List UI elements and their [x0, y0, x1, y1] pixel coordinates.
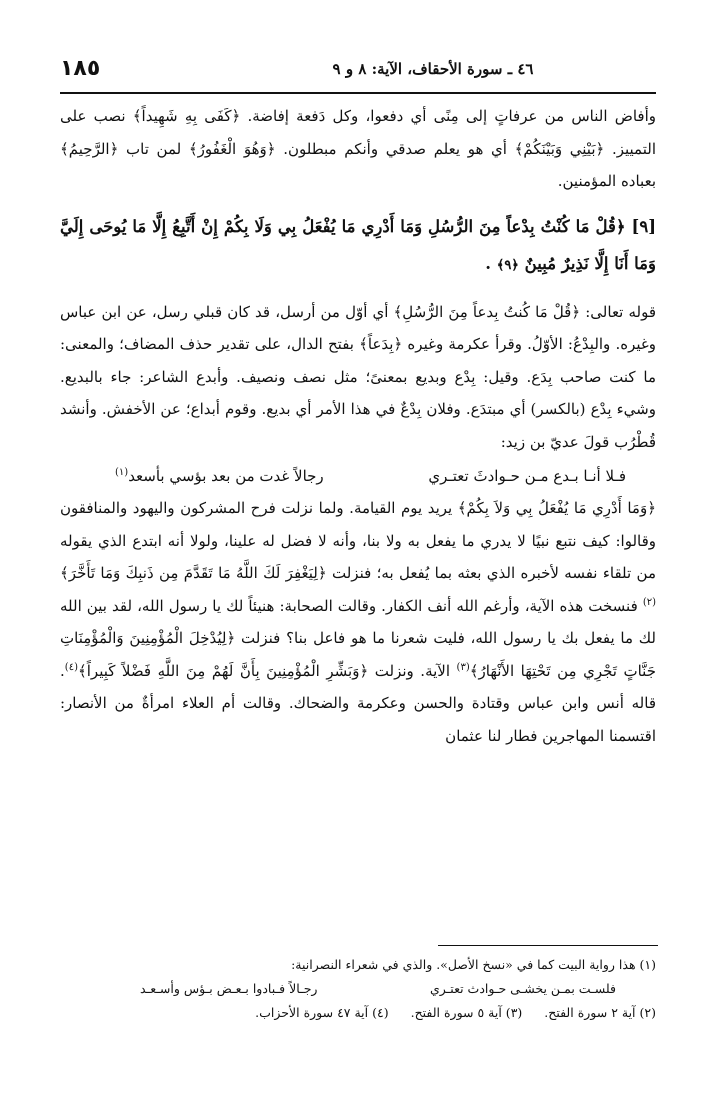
- body-text: [60, 100, 656, 752]
- footnote-ref-2: (٢): [642, 596, 656, 608]
- header-rule: [60, 92, 656, 94]
- commentary-paragraph: قوله تعالى: ﴿قُلْ مَا كُنتُ بِدعاً مِنَ الرُّسُلِ﴾ أي أوّل من أرسل، قد كان قبلي رسل، عن ابن عباس وغيره. والبِدْعُ: الأوّلُ. وقرأ عكرمة وغيره ﴿بِدَعاً﴾ بفتح الدال، على تقدير حذف المضاف؛ والمعنى: ما كنت صاحب بِدَع. وقيل: بِدْع وبديع بمعنىً؛ مثل نصف ونصيف. وأبدع الشاعر: جاء بالبديع. وشيء بِدْع (بالكسر) أي مبتدَع. وفلان بِدْعٌ في هذا الأمر أي بديع. وقوم أبداع؛ عن الأخفش. وأنشد قُطْرُب قولَ عديّ بن زيد:: [60, 302, 656, 451]
- footnote-1: (١) هذا رواية البيت كما في «نسخ الأصل». والذي في شعراء النصرانية:: [291, 957, 656, 972]
- footnote-refs: [60, 1001, 656, 1025]
- footnote-ref-3: (٣): [456, 661, 470, 673]
- verse-text: ﴿قُلْ مَا كُنْتُ بِدْعاً مِنَ الرُّسُلِ وَمَا أَدْرِي مَا يُفْعَلُ بِي وَلَا بِكُمْ إِنْ أَتَّبِعُ إِلَّا مَا يُوحَى إِلَيَّ وَمَا أَنَا إِلَّا نَذِيرٌ مُبِينٌ: [60, 216, 656, 273]
- poetry-verse: [60, 460, 656, 492]
- quran-verse: [٩] ﴿قُلْ مَا كُنْتُ بِدْعاً مِنَ الرُّسُلِ وَمَا أَدْرِي مَا يُفْعَلُ بِي وَلَا بِكُمْ إِنْ أَتَّبِعُ إِلَّا مَا يُوحَى إِلَيَّ وَمَا أَنَا إِلَّا نَذِيرٌ مُبِينٌ ﴿٩﴾ .: [60, 216, 656, 273]
- footnotes: [60, 953, 656, 1025]
- footnote-ref-1: (١): [115, 467, 129, 478]
- verse-number: [٩]: [631, 216, 656, 236]
- poetry-hemistich-right: فـلا أنـا بـدع مـن حـوادثَ تعتـري: [428, 467, 626, 485]
- footnote-1-poetry: [60, 977, 656, 1001]
- running-title: ٤٦ ـ سورة الأحقاف، الآية: ٨ و ٩: [332, 60, 534, 78]
- footnote-ref-4: (٤): [64, 661, 78, 673]
- page-number: ١٨٥: [60, 56, 101, 81]
- footnote-2: (٢) آية ٢ سورة الفتح.: [544, 1005, 656, 1020]
- poetry-hemistich-left: رجالاً غدت من بعد بؤسي بأسعد$^{(١)}$: [115, 467, 324, 485]
- footnote-poetry-right: فلسـت بمـن يخشـى حـوادث تعتـري: [429, 981, 616, 996]
- commentary-paragraph-2: ﴿وَمَا أَدْرِي مَا يُفْعَلُ بِي وَلاَ بِكُمْ﴾ يريد يوم القيامة. ولما نزلت فرح المشركون واليهود والمنافقون وقالوا: كيف نتبع نبيًا لا يدري ما يفعل به ولا بنا، وأنه لا فضل له علينا، ولولا أنه ابتدع الذي يقوله من تلقاء نفسه لأخبره الذي بعثه بما يُفعل به؛ فنزلت ﴿لِيَغْفِرَ لَكَ اللَّهُ مَا تَقَدَّمَ مِن ذَنبِكَ وَمَا تَأَخَّرَ﴾$^{(٢)}$ فنسخت هذه الآية، وأرغم الله أنف الكفار. وقالت الصحابة: هنيئاً لك يا رسول الله، لقد بين الله لك ما يفعل بك يا رسول الله، فليت شعرنا ما هو فاعل بنا؟ فنزلت ﴿لِيُدْخِلَ الْمُؤْمِنِينَ وَالْمُؤْمِنَاتِ جَنَّاتٍ تَجْرِي مِن تَحْتِهَا الأَنْهَارُ﴾$^{(٣)}$ الآية. ونزلت ﴿وَبَشِّرِ الْمُؤْمِنِينَ بِأَنَّ لَهُمْ مِنَ اللَّهِ فَضْلاً كَبِيراً﴾$^{(٤)}$. قاله أنس وابن عباس وقتادة والحسن وعكرمة والضحاك. وقالت أم العلاء امرأةٌ من الأنصار: اقتسمنا المهاجرين فطار لنا عثمان: [60, 499, 656, 745]
- footnote-poetry-left: رجـالاً فـبادوا بـعـض بـؤس وأسـعـد: [140, 981, 318, 996]
- intro-paragraph: وأفاض الناس من عرفاتٍ إلى مِنًى أي دفعوا، وكل دَفعة إفاضة. ﴿كَفَى بِهِ شَهِيداً﴾ نصب على التمييز. ﴿بَيْنِي وَبَيْنَكُمْ﴾ أي هو يعلم صدقي وأنكم مبطلون. ﴿وَهُوَ الْغَفُورُ﴾ لمن تاب ﴿الرَّحِيمُ﴾ بعباده المؤمنين.: [60, 107, 656, 190]
- page-header: [60, 56, 656, 96]
- footnote-4: (٤) آية ٤٧ سورة الأحزاب.: [255, 1005, 389, 1020]
- footnote-3: (٣) آية ٥ سورة الفتح.: [410, 1005, 523, 1020]
- footnote-rule: [438, 945, 658, 946]
- verse-end-mark: ﴿٩﴾: [496, 257, 519, 273]
